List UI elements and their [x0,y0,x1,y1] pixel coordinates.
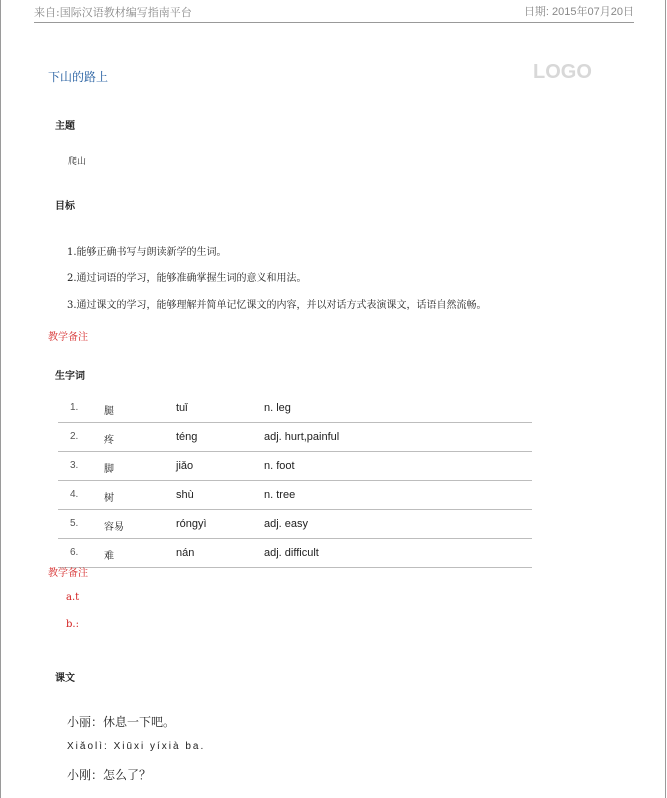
vocab-character: 难 [104,551,114,562]
text-heading: 课文 [55,673,75,684]
vocab-pinyin: téng [176,431,198,443]
vocab-number: 6. [70,547,79,558]
vocab-character: 腿 [104,406,114,417]
vocab-row [58,394,532,423]
theme-value: 爬山 [68,157,87,167]
date-label: 日期: 2015年07月20日 [523,6,634,18]
document-title: 下山的路上 [48,70,109,84]
vocab-meaning: n. foot [264,460,295,472]
vocab-table [58,394,532,568]
vocab-row [58,423,532,452]
source-label: 来自:国际汉语教材编写指南平台 [34,6,192,19]
logo-placeholder: LOGO [533,61,592,83]
vocab-character: 树 [104,493,114,504]
vocab-meaning: adj. hurt,painful [264,431,340,443]
dialogue-line: 小丽：休息一下吧。 [67,715,176,729]
vocab-pinyin: nán [176,547,195,559]
vocab-heading: 生字词 [55,371,85,382]
goals-heading: 目标 [55,201,75,212]
vocab-meaning: adj. easy [264,518,309,530]
vocab-number: 5. [70,518,79,529]
vocab-number: 4. [70,489,79,500]
vocab-character: 脚 [104,464,114,475]
vocab-pinyin: tuǐ [176,402,188,414]
vocab-meaning: adj. difficult [264,547,319,559]
vocab-pinyin: róngyì [176,518,207,530]
page-header [34,0,634,23]
vocab-pinyin: jiǎo [176,460,194,472]
teaching-note-heading: 教学备注 [48,332,88,343]
theme-heading: 主题 [55,121,75,132]
vocab-pinyin: shù [176,489,194,501]
goal-item: 3.通过课文的学习，能够理解并简单记忆课文的内容，并以对话方式表演课文，话语自然流畅。 [67,300,487,311]
dialogue-pinyin: Xiǎolì: Xiūxi yíxià ba. [67,741,206,752]
vocab-row [58,481,532,510]
vocab-row [58,539,532,568]
teaching-note-item: a.t [66,592,80,603]
vocab-row [58,510,532,539]
teaching-note-item: b.: [66,619,79,630]
vocab-number: 2. [70,431,79,442]
vocab-row [58,452,532,481]
vocab-character: 容易 [104,522,124,533]
vocab-character: 疼 [104,435,114,446]
vocab-meaning: n. tree [264,489,296,501]
goal-item: 2.通过词语的学习，能够准确掌握生词的意义和用法。 [67,273,307,284]
vocab-number: 1. [70,402,79,413]
dialogue-line: 小刚：怎么了？ [67,768,152,782]
teaching-note-heading: 教学备注 [48,568,88,579]
vocab-meaning: n. leg [264,402,291,414]
goal-item: 1.能够正确书写与朗读新学的生词。 [67,247,227,258]
vocab-number: 3. [70,460,79,471]
